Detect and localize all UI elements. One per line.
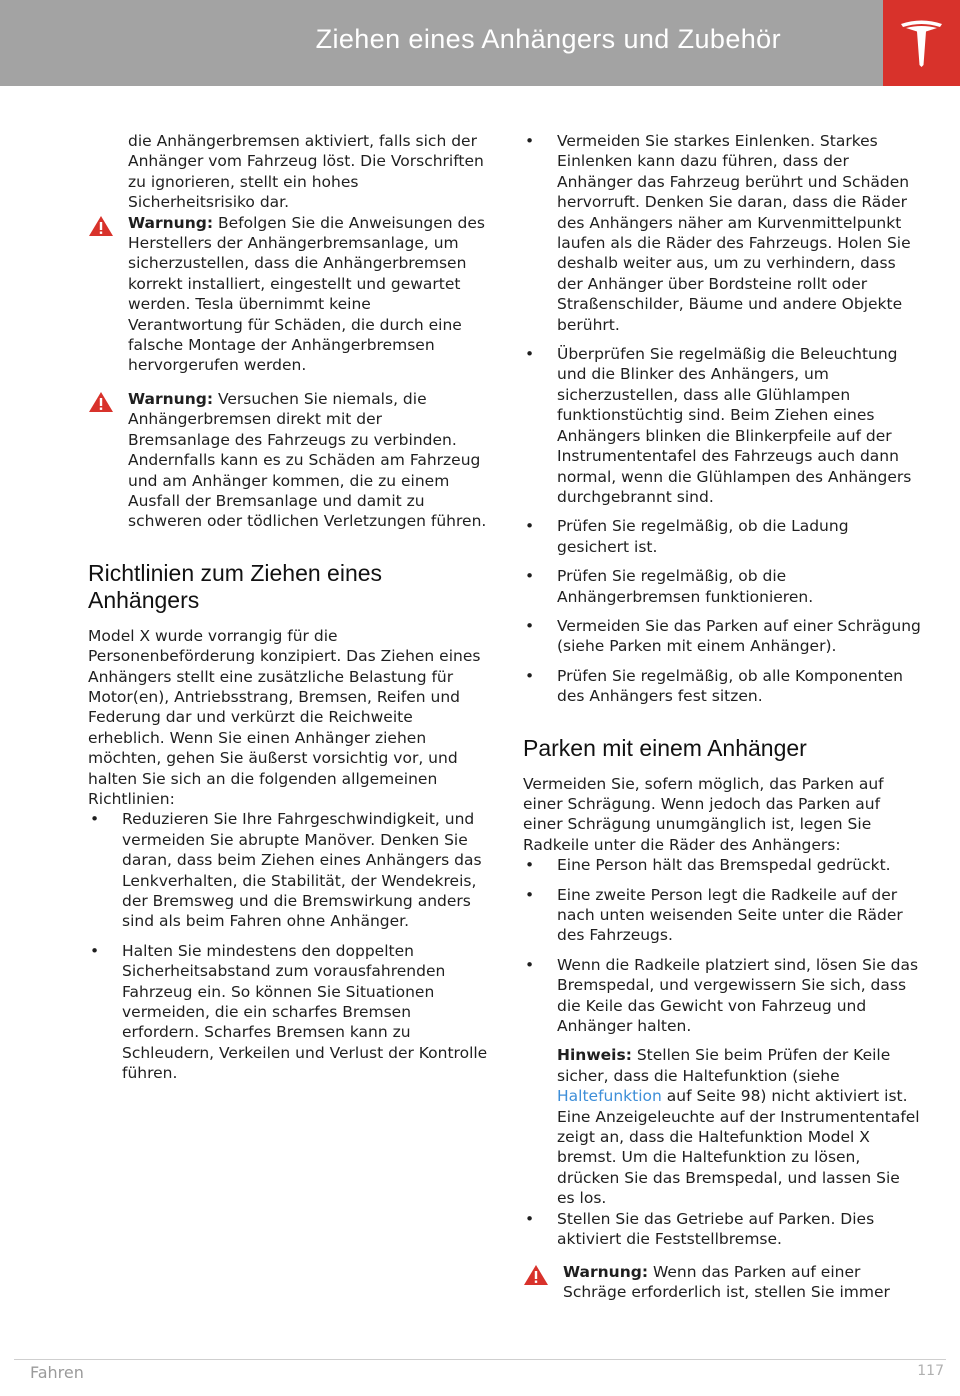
- warning-block: [88, 213, 488, 376]
- footer-section-name: Fahren: [30, 1363, 84, 1382]
- footer-divider: [14, 1359, 946, 1360]
- warning-triangle-icon: [88, 215, 114, 237]
- bullet-point: •: [525, 955, 535, 974]
- bullet-point: •: [525, 856, 535, 875]
- list-item: • Prüfen Sie regelmäßig, ob alle Komponenten des Anhängers fest sitzen.: [525, 666, 903, 706]
- list-item: • Eine zweite Person legt die Radkeile auf der nach unten weisenden Seite unter die Räder des Fahrzeugs.: [525, 885, 903, 945]
- warning-text: Wenn das Parken auf einer Schräge erforderlich ist, stellen Sie immer: [563, 1262, 890, 1301]
- list-item: • Reduzieren Sie Ihre Fahrgeschwindigkeit, und vermeiden Sie abrupte Manöver. Denken Sie daran, dass beim Ziehen eines Anhängers das Lenkverhalten, die Stabilität, der Wendekreis, der Bremsweg und die Bremswirkung anders sind als beim Fahren ohne Anhänger.: [90, 810, 482, 931]
- list-item: • Prüfen Sie regelmäßig, ob die Ladung gesichert ist.: [525, 517, 849, 556]
- section-heading-towing-guidelines: Richtlinien zum Ziehen eines Anhängers: [88, 559, 383, 613]
- tesla-logo-box: [883, 0, 960, 86]
- guideline-list-continued: [523, 131, 921, 707]
- bullet-point: •: [525, 1209, 535, 1228]
- intro-paragraph: die Anhängerbremsen aktiviert, falls sich der Anhänger vom Fahrzeug löst. Die Vorschriften zu ignorieren, stellt ein hohes Sicherheitsrisiko dar.: [128, 132, 484, 212]
- chapter-title: Ziehen eines Anhängers und Zubehör: [315, 24, 781, 54]
- warning-block: [88, 389, 488, 532]
- bullet-point: •: [90, 810, 100, 829]
- warning-triangle-icon: [88, 391, 114, 413]
- note-label: Hinweis:: [557, 1046, 632, 1065]
- section-heading-parking-with-trailer: Parken mit einem Anhänger: [523, 734, 807, 761]
- list-item: • Vermeiden Sie starkes Einlenken. Starkes Einlenken kann dazu führen, dass der Anhänger das Fahrzeug berührt und Schäden hervorruft. Denken Sie daran, dass die Räder des Anhängers näher am Kurvenmittelpunkt laufen als die Räder des Fahrzeugs. Holen Sie deshalb weiter aus, um zu verhindern, dass der Anhänger über Bordsteine rollt oder Straßenschilder, Bäume und andere Objekte berührt.: [525, 132, 911, 334]
- guideline-list: [88, 809, 488, 1083]
- parking-steps-list: [523, 855, 921, 1036]
- right-column: [523, 131, 921, 1315]
- bullet-point: •: [525, 567, 535, 586]
- warning-label: Warnung:: [128, 213, 214, 232]
- bullet-point: •: [525, 885, 535, 904]
- warning-text: Versuchen Sie niemals, die Anhängerbremsen direkt mit der Bremsanlage des Fahrzeugs zu verbinden. Andernfalls kann es zu Schäden am Fahrzeug und am Anhänger kommen, die zu einem Ausfall der Bremsanlage und damit zu schweren oder tödlichen Verletzungen führen.: [128, 389, 487, 531]
- warning-triangle-icon: [523, 1264, 549, 1286]
- warning-block: [523, 1262, 921, 1303]
- list-item: • Stellen Sie das Getriebe auf Parken. Dies aktiviert die Feststellbremse.: [525, 1209, 875, 1249]
- list-item: • Prüfen Sie regelmäßig, ob die Anhängerbremsen funktionieren.: [525, 567, 814, 606]
- warning-text: Befolgen Sie die Anweisungen des Herstellers der Anhängerbremsanlage, um sicherzustellen, dass die Anhängerbremsen korrekt installiert, eingestellt und gewartet werden. Tesla übernimmt keine Verantwortung für Schäden, die durch eine falsche Montage der Anhängerbremsen hervorgerufen werden.: [128, 213, 485, 375]
- tesla-logo-icon: [899, 18, 944, 68]
- list-item: • Vermeiden Sie das Parken auf einer Schrägung (siehe Parken mit einem Anhänger).: [525, 616, 921, 656]
- list-item: • Überprüfen Sie regelmäßig die Beleuchtung und die Blinker des Anhängers, um sicherzustellen, dass alle Glühlampen funktionstüchtig sind. Beim Ziehen eines Anhängers blinken die Blinkerpfeile auf der Instrumententafel des Fahrzeugs auch dann normal, wenn die Glühlampen des Anhängers durchgebrannt sind.: [525, 345, 912, 506]
- warning-label: Warnung:: [128, 389, 214, 408]
- parking-steps-list-continued: [523, 1209, 921, 1250]
- bullet-point: •: [525, 517, 535, 536]
- bullet-point: •: [525, 616, 535, 635]
- bullet-point: •: [525, 666, 535, 685]
- bullet-point: •: [525, 132, 535, 150]
- note-block: Hinweis: Stellen Sie beim Prüfen der Keile sicher, dass die Haltefunktion (siehe Haltefunktion auf Seite 98) nicht aktiviert ist. Eine Anzeigeleuchte auf der Instrumententafel zeigt an, dass die Haltefunktion Model X bremst. Um die Haltefunktion zu lösen, drücken Sie das Bremspedal, und lassen Sie es los.: [557, 1046, 920, 1208]
- list-item: • Wenn die Radkeile platziert sind, lösen Sie das Bremspedal, und vergewissern Sie sich, dass die Keile das Gewicht von Fahrzeug und Anhänger halten.: [525, 955, 919, 1036]
- bullet-point: •: [525, 345, 535, 364]
- warning-label: Warnung:: [563, 1262, 649, 1281]
- page-number: 117: [917, 1363, 944, 1379]
- list-item: • Eine Person hält das Bremspedal gedrückt.: [525, 856, 891, 875]
- bullet-point: •: [90, 941, 100, 960]
- body-paragraph: Model X wurde vorrangig für die Personenbeförderung konzipiert. Das Ziehen eines Anhängers stellt eine zusätzliche Belastung für Motor(en), Antriebsstrang, Bremsen, Reifen und Federung dar und verkürzt die Reichweite erheblich. Wenn Sie einen Anhänger ziehen möchten, gehen Sie äußerst vorsichtig vor, und halten Sie sich an die folgenden allgemeinen Richtlinien:: [88, 626, 481, 808]
- haltefunktion-link[interactable]: Haltefunktion: [557, 1087, 662, 1106]
- left-column: [88, 131, 488, 1093]
- body-paragraph: Vermeiden Sie, sofern möglich, das Parken auf einer Schrägung. Wenn jedoch das Parken auf einer Schrägung unumgänglich ist, legen Sie Radkeile unter die Räder des Anhängers:: [523, 774, 884, 854]
- list-item: • Halten Sie mindestens den doppelten Sicherheitsabstand zum vorausfahrenden Fahrzeug ein. So können Sie Situationen vermeiden, die ein scharfes Bremsen erfordern. Scharfes Bremsen kann zu Schleudern, Verkeilen und Verlust der Kontrolle führen.: [90, 941, 488, 1083]
- page-header: [0, 0, 883, 86]
